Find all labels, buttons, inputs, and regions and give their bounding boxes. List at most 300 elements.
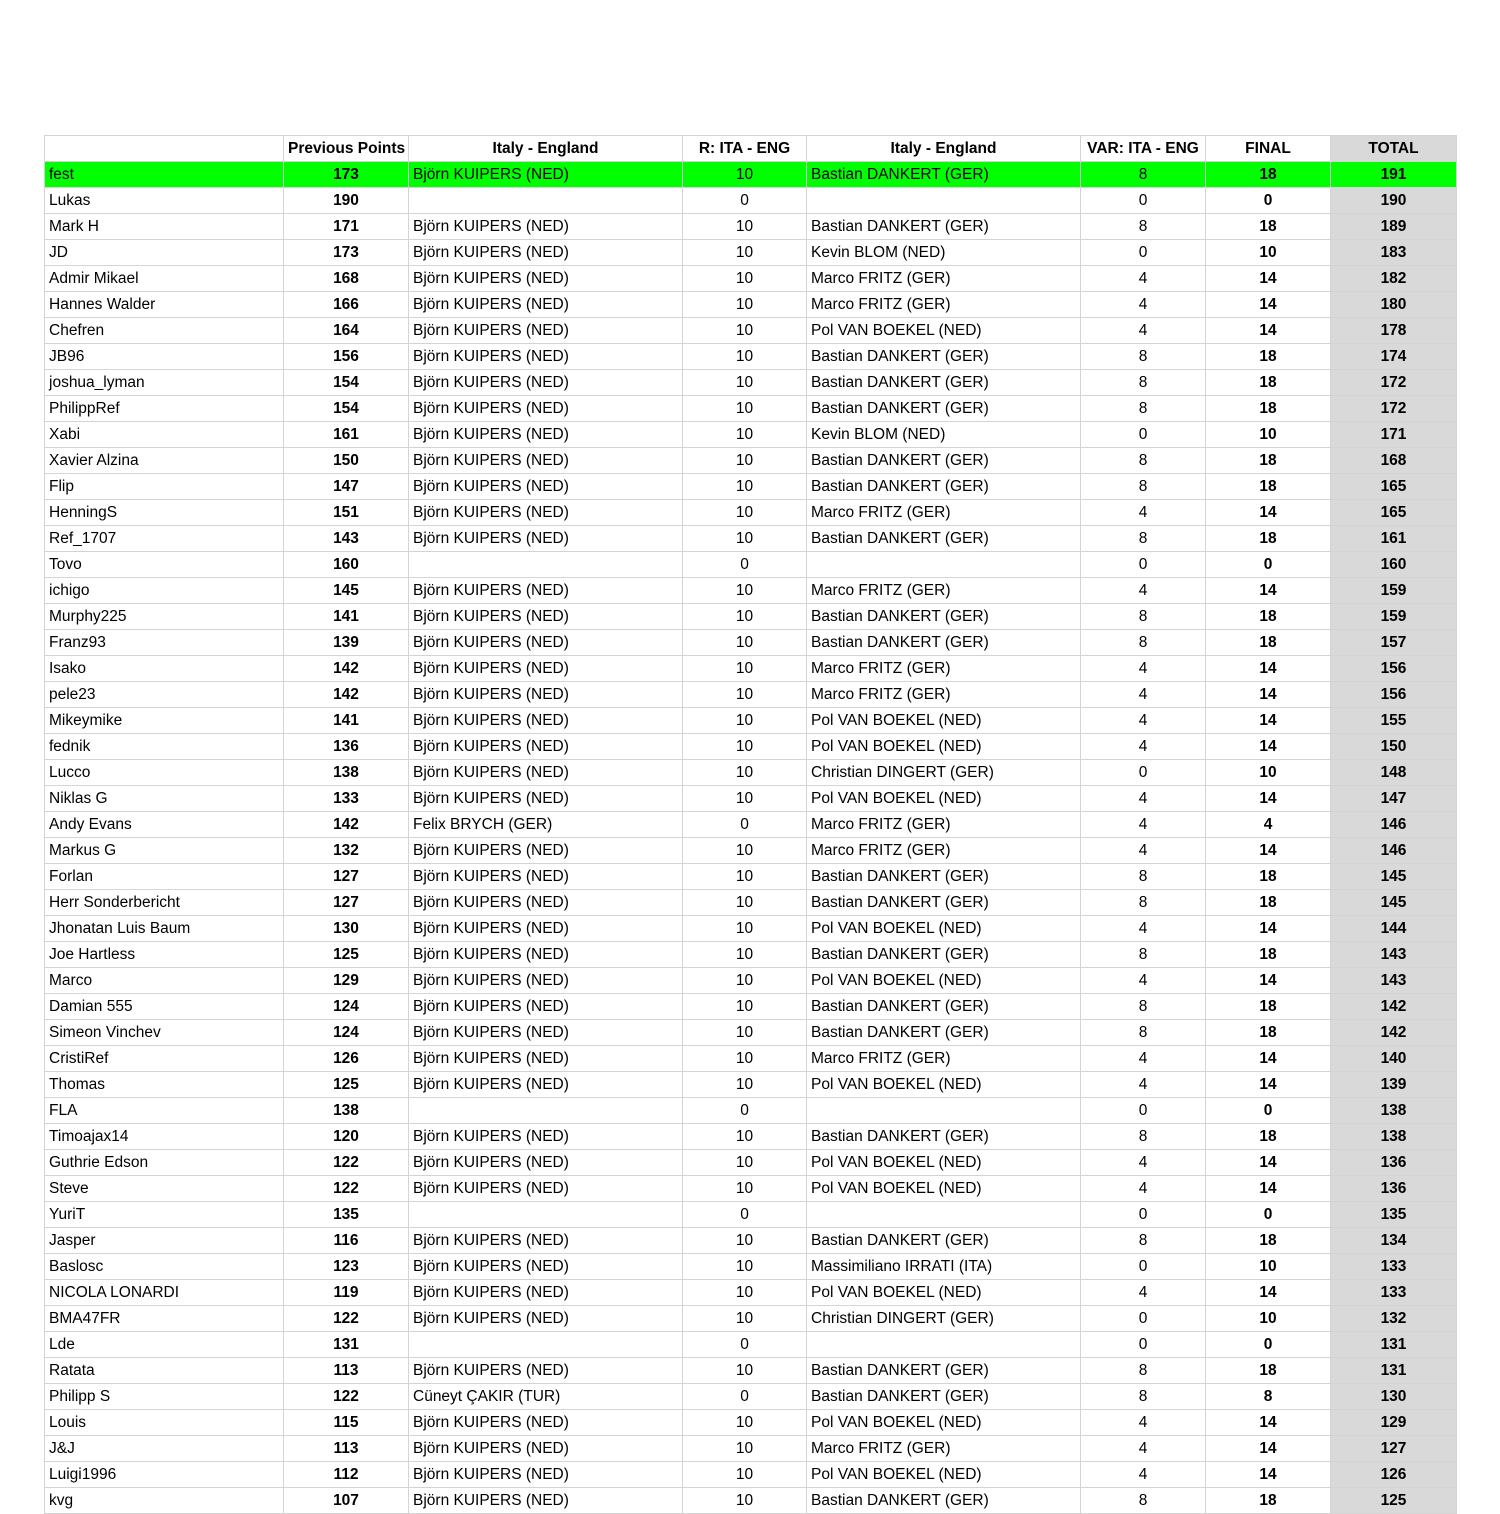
previous-points[interactable]: 142 xyxy=(284,812,409,838)
final-score[interactable]: 18 xyxy=(1206,1488,1331,1514)
referee-pick[interactable]: Björn KUIPERS (NED) xyxy=(409,1228,683,1254)
var-pick[interactable]: Bastian DANKERT (GER) xyxy=(807,942,1081,968)
final-score[interactable]: 14 xyxy=(1206,786,1331,812)
total-score[interactable]: 168 xyxy=(1331,448,1457,474)
final-score[interactable]: 14 xyxy=(1206,708,1331,734)
referee-pick[interactable]: Björn KUIPERS (NED) xyxy=(409,786,683,812)
table-row[interactable] xyxy=(45,266,1457,292)
final-score[interactable]: 14 xyxy=(1206,682,1331,708)
referee-score[interactable]: 10 xyxy=(683,370,807,396)
referee-pick[interactable]: Björn KUIPERS (NED) xyxy=(409,968,683,994)
var-pick[interactable]: Marco FRITZ (GER) xyxy=(807,656,1081,682)
player-name[interactable]: JD xyxy=(45,240,284,266)
previous-points[interactable]: 125 xyxy=(284,1072,409,1098)
total-score[interactable]: 171 xyxy=(1331,422,1457,448)
referee-score[interactable]: 10 xyxy=(683,994,807,1020)
final-score[interactable]: 18 xyxy=(1206,1358,1331,1384)
table-row[interactable] xyxy=(45,1176,1457,1202)
player-name[interactable]: Hannes Walder xyxy=(45,292,284,318)
final-score[interactable]: 10 xyxy=(1206,422,1331,448)
total-score[interactable]: 136 xyxy=(1331,1150,1457,1176)
table-row[interactable] xyxy=(45,1462,1457,1488)
var-pick[interactable]: Pol VAN BOEKEL (NED) xyxy=(807,1150,1081,1176)
previous-points[interactable]: 166 xyxy=(284,292,409,318)
player-name[interactable]: Mikeymike xyxy=(45,708,284,734)
previous-points[interactable]: 131 xyxy=(284,1332,409,1358)
referee-score[interactable]: 10 xyxy=(683,1072,807,1098)
var-pick[interactable]: Pol VAN BOEKEL (NED) xyxy=(807,1176,1081,1202)
referee-score[interactable]: 10 xyxy=(683,630,807,656)
referee-score[interactable]: 0 xyxy=(683,1202,807,1228)
referee-score[interactable]: 10 xyxy=(683,604,807,630)
referee-pick[interactable]: Björn KUIPERS (NED) xyxy=(409,396,683,422)
final-score[interactable]: 14 xyxy=(1206,1072,1331,1098)
player-name[interactable]: kvg xyxy=(45,1488,284,1514)
var-score[interactable]: 4 xyxy=(1081,968,1206,994)
referee-pick[interactable]: Björn KUIPERS (NED) xyxy=(409,890,683,916)
player-name[interactable]: joshua_lyman xyxy=(45,370,284,396)
previous-points[interactable]: 122 xyxy=(284,1384,409,1410)
previous-points[interactable]: 133 xyxy=(284,786,409,812)
player-name[interactable]: fednik xyxy=(45,734,284,760)
var-score[interactable]: 4 xyxy=(1081,916,1206,942)
previous-points[interactable]: 164 xyxy=(284,318,409,344)
table-row[interactable] xyxy=(45,1488,1457,1514)
var-score[interactable]: 8 xyxy=(1081,214,1206,240)
var-score[interactable]: 8 xyxy=(1081,994,1206,1020)
var-pick[interactable]: Pol VAN BOEKEL (NED) xyxy=(807,1280,1081,1306)
total-score[interactable]: 130 xyxy=(1331,1384,1457,1410)
total-score[interactable]: 146 xyxy=(1331,812,1457,838)
total-score[interactable]: 138 xyxy=(1331,1124,1457,1150)
var-pick[interactable]: Bastian DANKERT (GER) xyxy=(807,370,1081,396)
final-score[interactable]: 14 xyxy=(1206,1176,1331,1202)
referee-score[interactable]: 10 xyxy=(683,448,807,474)
var-score[interactable]: 0 xyxy=(1081,240,1206,266)
referee-score[interactable]: 10 xyxy=(683,162,807,188)
previous-points[interactable]: 113 xyxy=(284,1358,409,1384)
player-name[interactable]: Jasper xyxy=(45,1228,284,1254)
referee-pick[interactable]: Björn KUIPERS (NED) xyxy=(409,1020,683,1046)
previous-points[interactable]: 122 xyxy=(284,1150,409,1176)
referee-score[interactable]: 10 xyxy=(683,344,807,370)
final-score[interactable]: 14 xyxy=(1206,1462,1331,1488)
var-pick[interactable]: Bastian DANKERT (GER) xyxy=(807,1488,1081,1514)
referee-score[interactable]: 0 xyxy=(683,188,807,214)
var-score[interactable]: 0 xyxy=(1081,1098,1206,1124)
referee-pick[interactable]: Björn KUIPERS (NED) xyxy=(409,1306,683,1332)
player-name[interactable]: Luigi1996 xyxy=(45,1462,284,1488)
player-name[interactable]: Lukas xyxy=(45,188,284,214)
referee-score[interactable]: 10 xyxy=(683,1124,807,1150)
var-pick[interactable]: Christian DINGERT (GER) xyxy=(807,1306,1081,1332)
var-pick[interactable]: Pol VAN BOEKEL (NED) xyxy=(807,1410,1081,1436)
var-score[interactable]: 4 xyxy=(1081,1436,1206,1462)
referee-score[interactable]: 10 xyxy=(683,396,807,422)
previous-points[interactable]: 171 xyxy=(284,214,409,240)
previous-points[interactable]: 139 xyxy=(284,630,409,656)
referee-score[interactable]: 10 xyxy=(683,760,807,786)
var-pick[interactable]: Bastian DANKERT (GER) xyxy=(807,214,1081,240)
total-score[interactable]: 127 xyxy=(1331,1436,1457,1462)
var-pick[interactable]: Marco FRITZ (GER) xyxy=(807,682,1081,708)
referee-score[interactable]: 0 xyxy=(683,1098,807,1124)
final-score[interactable]: 14 xyxy=(1206,292,1331,318)
referee-pick[interactable]: Björn KUIPERS (NED) xyxy=(409,682,683,708)
referee-pick[interactable]: Björn KUIPERS (NED) xyxy=(409,1072,683,1098)
var-score[interactable]: 0 xyxy=(1081,188,1206,214)
player-name[interactable]: Murphy225 xyxy=(45,604,284,630)
table-row[interactable] xyxy=(45,344,1457,370)
total-score[interactable]: 143 xyxy=(1331,942,1457,968)
previous-points[interactable]: 150 xyxy=(284,448,409,474)
previous-points[interactable]: 138 xyxy=(284,760,409,786)
final-score[interactable]: 14 xyxy=(1206,656,1331,682)
var-score[interactable]: 8 xyxy=(1081,474,1206,500)
referee-pick[interactable]: Björn KUIPERS (NED) xyxy=(409,1046,683,1072)
table-row[interactable] xyxy=(45,1228,1457,1254)
var-pick[interactable]: Massimiliano IRRATI (ITA) xyxy=(807,1254,1081,1280)
referee-pick[interactable]: Björn KUIPERS (NED) xyxy=(409,344,683,370)
total-score[interactable]: 139 xyxy=(1331,1072,1457,1098)
referee-score[interactable]: 10 xyxy=(683,1358,807,1384)
table-row[interactable] xyxy=(45,812,1457,838)
var-score[interactable]: 8 xyxy=(1081,344,1206,370)
referee-pick[interactable]: Björn KUIPERS (NED) xyxy=(409,1280,683,1306)
table-row[interactable] xyxy=(45,1254,1457,1280)
var-pick[interactable]: Pol VAN BOEKEL (NED) xyxy=(807,734,1081,760)
total-score[interactable]: 159 xyxy=(1331,578,1457,604)
referee-pick[interactable]: Björn KUIPERS (NED) xyxy=(409,656,683,682)
table-row[interactable] xyxy=(45,734,1457,760)
referee-pick[interactable]: Björn KUIPERS (NED) xyxy=(409,630,683,656)
referee-pick[interactable] xyxy=(409,1098,683,1124)
final-score[interactable]: 14 xyxy=(1206,266,1331,292)
player-name[interactable]: Markus G xyxy=(45,838,284,864)
total-score[interactable]: 190 xyxy=(1331,188,1457,214)
var-score[interactable]: 4 xyxy=(1081,1046,1206,1072)
total-score[interactable]: 140 xyxy=(1331,1046,1457,1072)
total-score[interactable]: 143 xyxy=(1331,968,1457,994)
final-score[interactable]: 18 xyxy=(1206,1228,1331,1254)
previous-points[interactable]: 135 xyxy=(284,1202,409,1228)
previous-points[interactable]: 161 xyxy=(284,422,409,448)
previous-points[interactable]: 125 xyxy=(284,942,409,968)
referee-score[interactable]: 10 xyxy=(683,1228,807,1254)
var-pick[interactable]: Bastian DANKERT (GER) xyxy=(807,1358,1081,1384)
referee-score[interactable]: 10 xyxy=(683,1462,807,1488)
final-score[interactable]: 4 xyxy=(1206,812,1331,838)
var-pick[interactable] xyxy=(807,1332,1081,1358)
previous-points[interactable]: 132 xyxy=(284,838,409,864)
var-pick[interactable]: Christian DINGERT (GER) xyxy=(807,760,1081,786)
previous-points[interactable]: 190 xyxy=(284,188,409,214)
referee-pick[interactable]: Björn KUIPERS (NED) xyxy=(409,864,683,890)
total-score[interactable]: 138 xyxy=(1331,1098,1457,1124)
total-score[interactable]: 135 xyxy=(1331,1202,1457,1228)
final-score[interactable]: 18 xyxy=(1206,942,1331,968)
var-pick[interactable]: Kevin BLOM (NED) xyxy=(807,240,1081,266)
total-score[interactable]: 180 xyxy=(1331,292,1457,318)
final-score[interactable]: 10 xyxy=(1206,1254,1331,1280)
var-score[interactable]: 8 xyxy=(1081,162,1206,188)
referee-pick[interactable]: Björn KUIPERS (NED) xyxy=(409,1150,683,1176)
var-score[interactable]: 8 xyxy=(1081,1488,1206,1514)
previous-points[interactable]: 130 xyxy=(284,916,409,942)
final-score[interactable]: 18 xyxy=(1206,864,1331,890)
table-row[interactable] xyxy=(45,1332,1457,1358)
var-score[interactable]: 4 xyxy=(1081,292,1206,318)
previous-points[interactable]: 124 xyxy=(284,994,409,1020)
referee-pick[interactable]: Björn KUIPERS (NED) xyxy=(409,162,683,188)
referee-score[interactable]: 0 xyxy=(683,812,807,838)
previous-points[interactable]: 142 xyxy=(284,682,409,708)
table-row[interactable] xyxy=(45,1436,1457,1462)
table-row[interactable] xyxy=(45,864,1457,890)
var-score[interactable]: 4 xyxy=(1081,734,1206,760)
var-pick[interactable]: Bastian DANKERT (GER) xyxy=(807,526,1081,552)
referee-pick[interactable]: Björn KUIPERS (NED) xyxy=(409,292,683,318)
var-score[interactable]: 0 xyxy=(1081,1254,1206,1280)
table-row[interactable] xyxy=(45,604,1457,630)
table-row[interactable] xyxy=(45,578,1457,604)
var-pick[interactable] xyxy=(807,552,1081,578)
table-row[interactable] xyxy=(45,968,1457,994)
referee-pick[interactable]: Björn KUIPERS (NED) xyxy=(409,318,683,344)
var-pick[interactable] xyxy=(807,1098,1081,1124)
var-pick[interactable]: Bastian DANKERT (GER) xyxy=(807,994,1081,1020)
player-name[interactable]: Steve xyxy=(45,1176,284,1202)
var-score[interactable]: 4 xyxy=(1081,708,1206,734)
table-row[interactable] xyxy=(45,682,1457,708)
previous-points[interactable]: 141 xyxy=(284,708,409,734)
previous-points[interactable]: 147 xyxy=(284,474,409,500)
table-row[interactable] xyxy=(45,422,1457,448)
table-row[interactable] xyxy=(45,1384,1457,1410)
table-row[interactable] xyxy=(45,526,1457,552)
player-name[interactable]: Forlan xyxy=(45,864,284,890)
var-score[interactable]: 8 xyxy=(1081,604,1206,630)
table-row[interactable] xyxy=(45,214,1457,240)
referee-score[interactable]: 10 xyxy=(683,1046,807,1072)
final-score[interactable]: 18 xyxy=(1206,370,1331,396)
var-pick[interactable]: Bastian DANKERT (GER) xyxy=(807,1228,1081,1254)
final-score[interactable]: 14 xyxy=(1206,1150,1331,1176)
var-score[interactable]: 8 xyxy=(1081,448,1206,474)
referee-pick[interactable]: Björn KUIPERS (NED) xyxy=(409,760,683,786)
var-pick[interactable] xyxy=(807,1202,1081,1228)
referee-score[interactable]: 10 xyxy=(683,422,807,448)
previous-points[interactable]: 126 xyxy=(284,1046,409,1072)
var-pick[interactable]: Marco FRITZ (GER) xyxy=(807,1046,1081,1072)
table-row[interactable] xyxy=(45,240,1457,266)
referee-score[interactable]: 10 xyxy=(683,1254,807,1280)
total-score[interactable]: 146 xyxy=(1331,838,1457,864)
final-score[interactable]: 14 xyxy=(1206,838,1331,864)
player-name[interactable]: Andy Evans xyxy=(45,812,284,838)
player-name[interactable]: pele23 xyxy=(45,682,284,708)
var-pick[interactable]: Pol VAN BOEKEL (NED) xyxy=(807,708,1081,734)
table-row[interactable] xyxy=(45,890,1457,916)
previous-points[interactable]: 127 xyxy=(284,890,409,916)
player-name[interactable]: FLA xyxy=(45,1098,284,1124)
player-name[interactable]: NICOLA LONARDI xyxy=(45,1280,284,1306)
referee-pick[interactable]: Björn KUIPERS (NED) xyxy=(409,500,683,526)
referee-pick[interactable]: Björn KUIPERS (NED) xyxy=(409,1176,683,1202)
var-score[interactable]: 8 xyxy=(1081,630,1206,656)
final-score[interactable]: 18 xyxy=(1206,474,1331,500)
previous-points[interactable]: 173 xyxy=(284,240,409,266)
referee-score[interactable]: 10 xyxy=(683,682,807,708)
final-score[interactable]: 18 xyxy=(1206,1124,1331,1150)
referee-pick[interactable]: Björn KUIPERS (NED) xyxy=(409,734,683,760)
final-score[interactable]: 18 xyxy=(1206,344,1331,370)
player-name[interactable]: Chefren xyxy=(45,318,284,344)
referee-pick[interactable]: Björn KUIPERS (NED) xyxy=(409,604,683,630)
total-score[interactable]: 147 xyxy=(1331,786,1457,812)
var-score[interactable]: 0 xyxy=(1081,422,1206,448)
player-name[interactable]: Admir Mikael xyxy=(45,266,284,292)
referee-pick[interactable]: Björn KUIPERS (NED) xyxy=(409,448,683,474)
previous-points[interactable]: 173 xyxy=(284,162,409,188)
final-score[interactable]: 8 xyxy=(1206,1384,1331,1410)
referee-score[interactable]: 10 xyxy=(683,1020,807,1046)
player-name[interactable]: Damian 555 xyxy=(45,994,284,1020)
player-name[interactable]: CristiRef xyxy=(45,1046,284,1072)
final-score[interactable]: 14 xyxy=(1206,734,1331,760)
final-score[interactable]: 14 xyxy=(1206,1046,1331,1072)
player-name[interactable]: ichigo xyxy=(45,578,284,604)
table-row[interactable] xyxy=(45,396,1457,422)
total-score[interactable]: 148 xyxy=(1331,760,1457,786)
final-score[interactable]: 18 xyxy=(1206,994,1331,1020)
final-score[interactable]: 0 xyxy=(1206,552,1331,578)
previous-points[interactable]: 138 xyxy=(284,1098,409,1124)
total-score[interactable]: 165 xyxy=(1331,500,1457,526)
var-score[interactable]: 8 xyxy=(1081,1020,1206,1046)
player-name[interactable]: PhilippRef xyxy=(45,396,284,422)
player-name[interactable]: Lde xyxy=(45,1332,284,1358)
total-score[interactable]: 183 xyxy=(1331,240,1457,266)
final-score[interactable]: 14 xyxy=(1206,578,1331,604)
var-score[interactable]: 4 xyxy=(1081,1280,1206,1306)
total-score[interactable]: 182 xyxy=(1331,266,1457,292)
player-name[interactable]: Guthrie Edson xyxy=(45,1150,284,1176)
referee-score[interactable]: 10 xyxy=(683,1410,807,1436)
total-score[interactable]: 136 xyxy=(1331,1176,1457,1202)
var-score[interactable]: 8 xyxy=(1081,864,1206,890)
referee-pick[interactable]: Björn KUIPERS (NED) xyxy=(409,916,683,942)
player-name[interactable]: Lucco xyxy=(45,760,284,786)
total-score[interactable]: 165 xyxy=(1331,474,1457,500)
total-score[interactable]: 134 xyxy=(1331,1228,1457,1254)
player-name[interactable]: YuriT xyxy=(45,1202,284,1228)
table-row[interactable] xyxy=(45,786,1457,812)
player-name[interactable]: Xavier Alzina xyxy=(45,448,284,474)
referee-pick[interactable]: Björn KUIPERS (NED) xyxy=(409,1488,683,1514)
table-row[interactable] xyxy=(45,656,1457,682)
referee-score[interactable]: 10 xyxy=(683,1306,807,1332)
previous-points[interactable]: 142 xyxy=(284,656,409,682)
previous-points[interactable]: 141 xyxy=(284,604,409,630)
var-score[interactable]: 4 xyxy=(1081,1072,1206,1098)
table-row[interactable] xyxy=(45,162,1457,188)
final-score[interactable]: 18 xyxy=(1206,162,1331,188)
total-score[interactable]: 172 xyxy=(1331,396,1457,422)
var-pick[interactable]: Bastian DANKERT (GER) xyxy=(807,864,1081,890)
var-score[interactable]: 4 xyxy=(1081,812,1206,838)
referee-score[interactable]: 10 xyxy=(683,266,807,292)
total-score[interactable]: 133 xyxy=(1331,1280,1457,1306)
referee-score[interactable]: 10 xyxy=(683,1280,807,1306)
total-score[interactable]: 142 xyxy=(1331,994,1457,1020)
table-row[interactable] xyxy=(45,942,1457,968)
var-score[interactable]: 8 xyxy=(1081,526,1206,552)
total-score[interactable]: 131 xyxy=(1331,1358,1457,1384)
var-score[interactable]: 8 xyxy=(1081,942,1206,968)
player-name[interactable]: Jhonatan Luis Baum xyxy=(45,916,284,942)
referee-pick[interactable]: Björn KUIPERS (NED) xyxy=(409,370,683,396)
previous-points[interactable]: 151 xyxy=(284,500,409,526)
final-score[interactable]: 14 xyxy=(1206,500,1331,526)
var-score[interactable]: 4 xyxy=(1081,266,1206,292)
final-score[interactable]: 14 xyxy=(1206,1280,1331,1306)
table-row[interactable] xyxy=(45,500,1457,526)
var-score[interactable]: 4 xyxy=(1081,318,1206,344)
total-score[interactable]: 157 xyxy=(1331,630,1457,656)
total-score[interactable]: 156 xyxy=(1331,682,1457,708)
player-name[interactable]: Herr Sonderbericht xyxy=(45,890,284,916)
previous-points[interactable]: 129 xyxy=(284,968,409,994)
table-row[interactable] xyxy=(45,1150,1457,1176)
previous-points[interactable]: 123 xyxy=(284,1254,409,1280)
referee-score[interactable]: 10 xyxy=(683,786,807,812)
table-row[interactable] xyxy=(45,370,1457,396)
var-pick[interactable]: Bastian DANKERT (GER) xyxy=(807,162,1081,188)
var-pick[interactable]: Pol VAN BOEKEL (NED) xyxy=(807,1462,1081,1488)
referee-score[interactable]: 10 xyxy=(683,214,807,240)
var-pick[interactable]: Pol VAN BOEKEL (NED) xyxy=(807,916,1081,942)
previous-points[interactable]: 119 xyxy=(284,1280,409,1306)
total-score[interactable]: 125 xyxy=(1331,1488,1457,1514)
table-row[interactable] xyxy=(45,292,1457,318)
final-score[interactable]: 18 xyxy=(1206,526,1331,552)
referee-pick[interactable]: Björn KUIPERS (NED) xyxy=(409,838,683,864)
var-pick[interactable]: Marco FRITZ (GER) xyxy=(807,1436,1081,1462)
table-row[interactable] xyxy=(45,1306,1457,1332)
table-row[interactable] xyxy=(45,1124,1457,1150)
final-score[interactable]: 18 xyxy=(1206,1020,1331,1046)
referee-score[interactable]: 10 xyxy=(683,1176,807,1202)
var-score[interactable]: 4 xyxy=(1081,578,1206,604)
player-name[interactable]: Thomas xyxy=(45,1072,284,1098)
player-name[interactable]: fest xyxy=(45,162,284,188)
var-pick[interactable]: Bastian DANKERT (GER) xyxy=(807,1020,1081,1046)
total-score[interactable]: 189 xyxy=(1331,214,1457,240)
player-name[interactable]: BMA47FR xyxy=(45,1306,284,1332)
player-name[interactable]: Mark H xyxy=(45,214,284,240)
previous-points[interactable]: 120 xyxy=(284,1124,409,1150)
player-name[interactable]: Baslosc xyxy=(45,1254,284,1280)
final-score[interactable]: 14 xyxy=(1206,1410,1331,1436)
var-score[interactable]: 8 xyxy=(1081,1384,1206,1410)
var-score[interactable]: 0 xyxy=(1081,1202,1206,1228)
referee-score[interactable]: 10 xyxy=(683,1488,807,1514)
final-score[interactable]: 18 xyxy=(1206,890,1331,916)
referee-pick[interactable]: Björn KUIPERS (NED) xyxy=(409,708,683,734)
referee-score[interactable]: 10 xyxy=(683,1150,807,1176)
total-score[interactable]: 161 xyxy=(1331,526,1457,552)
